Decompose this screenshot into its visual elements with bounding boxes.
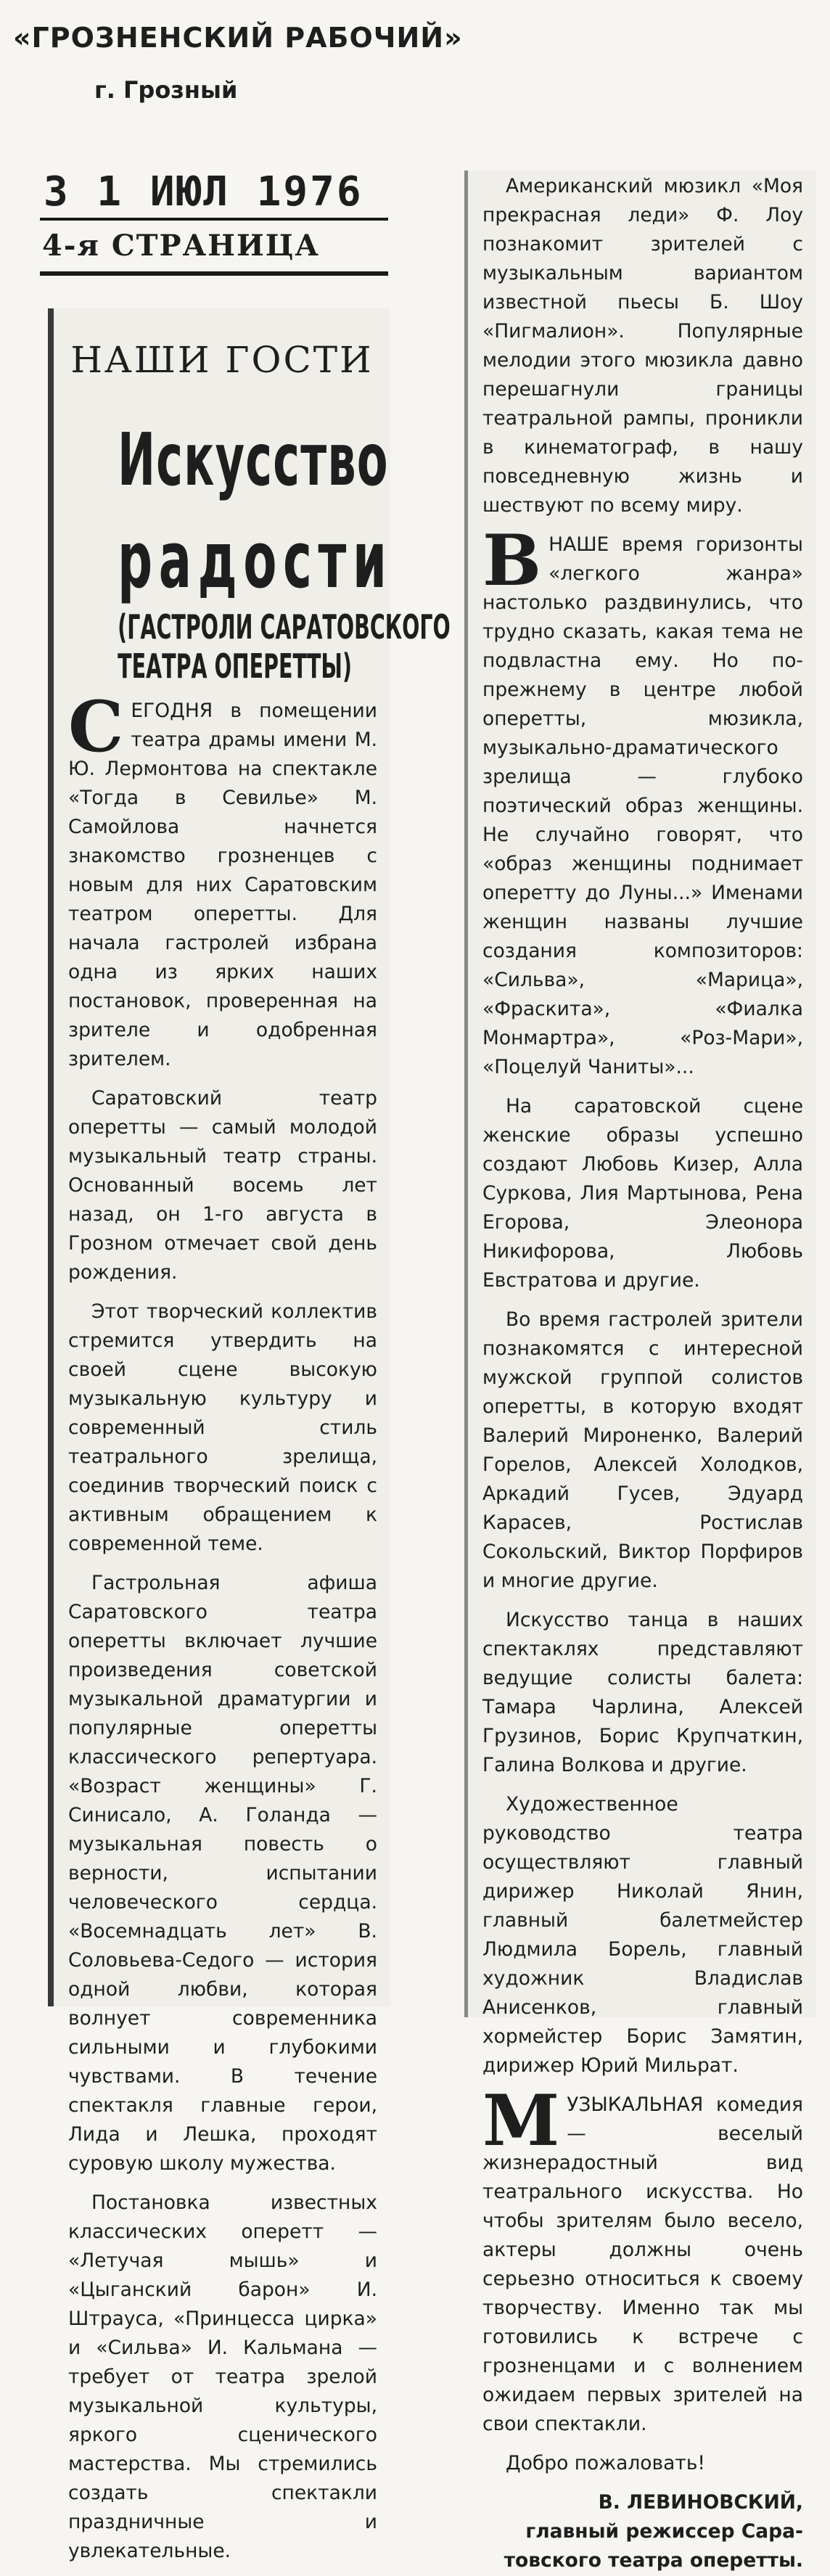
subheadline-line-2: ТЕАТРА ОПЕРЕТТЫ) xyxy=(118,647,353,686)
headline-line-1: Искусство xyxy=(118,417,389,502)
article-column-right xyxy=(464,171,816,2572)
drop-cap: С xyxy=(68,686,124,768)
subheadline-line-1: (ГАСТРОЛИ САРАТОВСКОГО xyxy=(118,607,451,647)
paragraph: ВНАШЕ время горизонты «легкого жанра» настолько раздвинулись, что трудно сказать, какая тема не подвластна ему. Но по-прежнему в центре любой оперетты, мюзикла, музыкально-драматического зрелища — глубоко поэтический образ женщины. Не случайно говорят, что «образ женщины поднимает оперетту до Луны...» Именами женщин названы лучшие создания композиторов: «Сильва», «Марица», «Фраскита», «Фиалка Монмартра», «Роз-Мари», «Поцелуй Чаниты»... xyxy=(482,520,803,1078)
header-rule-top xyxy=(40,218,388,221)
rubric: НАШИ ГОСТИ xyxy=(70,339,374,381)
paragraph: Американский мюзикл «Моя прекрасная леди» Ф. Лоу познакомит зрителей с музыкальным вариантом известной пьесы Б. Шоу «Пигмалион». Популярные мелодии этого мюзикла давно перешагнули границы театральной рампы, проникли в кинематограф, в нашу повседневную жизнь и шествуют по всему миру. xyxy=(482,175,803,517)
paragraph: Этот творческий коллектив стремится утвердить на своей сцене высокую музыкальную культуру и современный стиль театрального зрелища, соединив творческий поиск с активным обращением к современной теме. xyxy=(68,1300,377,1555)
header-rule-bottom xyxy=(40,271,388,276)
paragraph: Саратовский театр оперетты — самый молодой музыкальный театр страны. Основанный восемь лет назад, он 1-го августа в Грозном отмечает свой день рождения. xyxy=(68,1087,377,1284)
paragraph: Постановка известных классических оперетт — «Летучая мышь» и «Цыганский барон» И. Штрауса, «Принцесса цирка» и «Сильва» И. Кальмана — требует от театра зрелой музыкальной культуры, яркого сценического мастерства. Мы стремились создать спектакли праздничные и увлекательные. xyxy=(68,2191,377,2562)
paragraph: Искусство танца в наших спектаклях представляют ведущие солисты балета: Тамара Чарлина, Алексей Грузинов, Борис Крупчаткин, Галина Волкова и другие. xyxy=(482,1609,803,1776)
paragraph: Гастрольная афиша Саратовского театра оперетты включает лучшие произведения советской музыкальной драматургии и популярные оперетты классического репертуара. «Возраст женщины» Г. Синисало, А. Голанда — музыкальная повесть о верности, испытании человеческого сердца. «Восемнадцать лет» В. Соловьева-Седого — история одной любви, которая волнует современника сильными и глубокими чувствами. В течение спектакля главные герои, Лида и Лешка, проходят суровую школу мужества. xyxy=(68,1572,377,2175)
paragraph: МУЗЫКАЛЬНАЯ комедия — веселый жизнерадостный вид театрального искусства. Но чтобы зрителям было весело, актеры должны очень серьезно относиться к своему творчеству. Именно так мы готовились к встрече с грозненцами и с волнением ожидаем первых зрителей на свои спектакли. xyxy=(482,2080,803,2435)
signature xyxy=(482,2488,803,2575)
paragraph: На саратовской сцене женские образы успешно создают Любовь Кизер, Алла Суркова, Лия Мартынова, Рена Егорова, Элеонора Никифорова, Любовь Евстратова и другие. xyxy=(482,1095,803,1292)
article-column-left xyxy=(48,308,451,2562)
article-body-left xyxy=(68,686,377,2576)
city-name: г. Грозный xyxy=(94,76,238,104)
drop-cap: М xyxy=(482,2080,560,2162)
paragraph: СЕГОДНЯ в помещении театра драмы имени М. Ю. Лермонтова на спектакле «Тогда в Севилье» М. Самойлова начнется знакомство грозненцев с новым для них Саратовским театром оперетты. Для начала гастролей избрана одна из ярких наших постановок, проверенная на зрителе и одобренная зрителем. xyxy=(68,686,377,1070)
article-body-right xyxy=(482,172,803,2575)
page-number: 4-я СТРАНИЦА xyxy=(42,229,320,263)
paragraph: Добро пожаловать! xyxy=(506,2452,706,2474)
paragraph: Во время гастролей зрители познакомятся с интересной мужской группой солистов оперетты, в которую входят Валерий Мироненко, Валерий Горелов, Алексей Холодков, Аркадий Гусев, Эдуард Карасев, Ростислав Сокольский, Виктор Порфиров и многие другие. xyxy=(482,1308,803,1592)
newspaper-name: «ГРОЗНЕНСКИЙ РАБОЧИЙ» xyxy=(13,22,463,54)
author-name: В. ЛЕВИНОВСКИЙ, xyxy=(598,2491,803,2514)
author-role-line-2: товского театра оперетты. xyxy=(504,2549,803,2572)
headline-line-2: радости xyxy=(118,515,393,606)
author-role-line-1: главный режиссер Сара- xyxy=(525,2520,803,2543)
paragraph: Художественное руководство театра осуществляют главный дирижер Николай Янин, главный балетмейстер Людмила Борель, главный художник Владислав Анисенков, главный хормейстер Борис Замятин, дирижер Юрий Мильрат. xyxy=(482,1793,803,2077)
drop-cap: В xyxy=(482,520,542,602)
date-stamp: 3 1 ИЮЛ 1976 xyxy=(44,168,363,216)
